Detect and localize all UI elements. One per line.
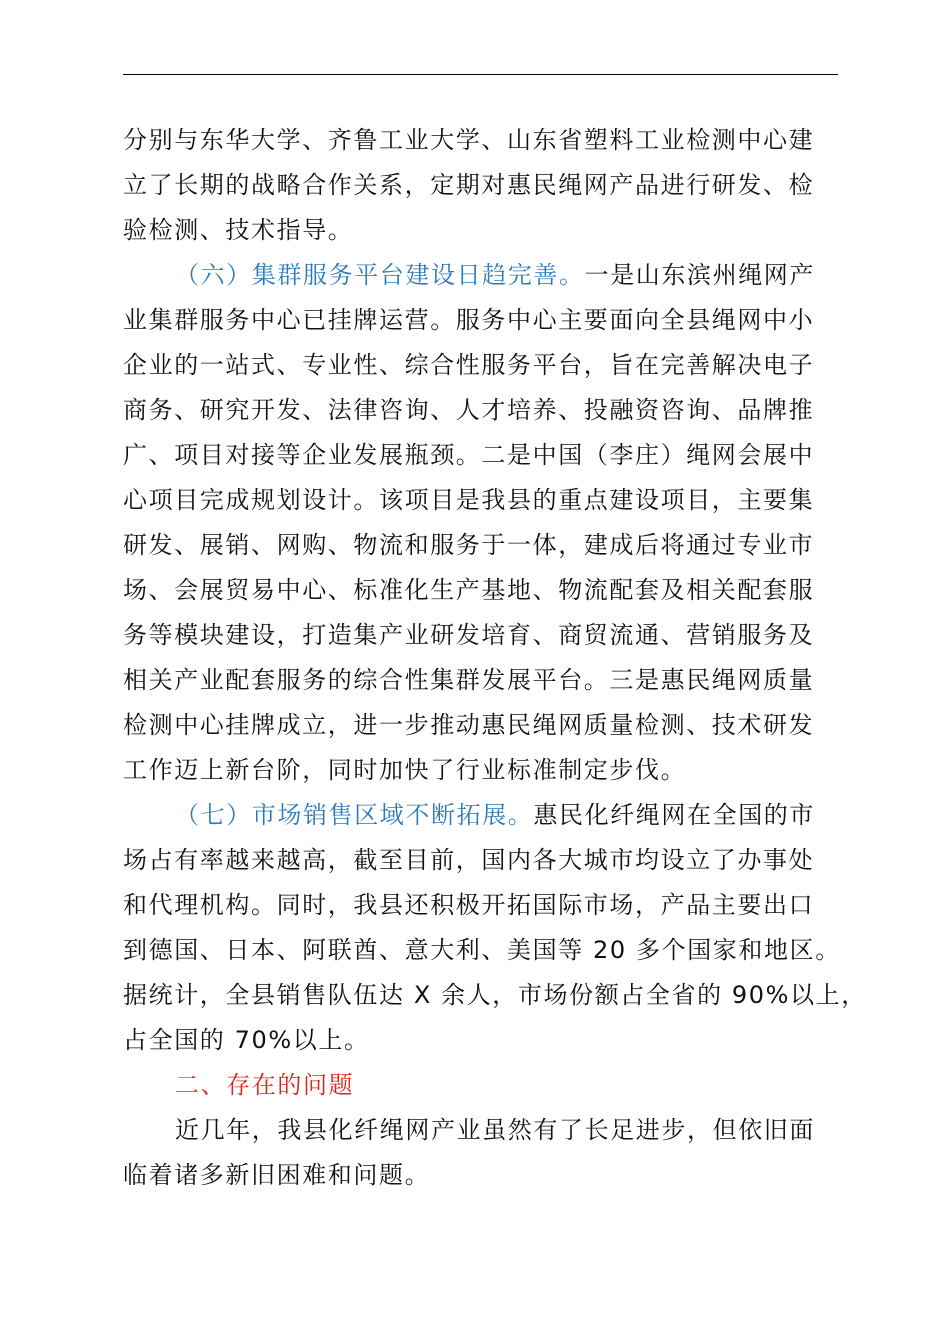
text-line: 据统计，全县销售队伍达 X 余人，市场份额占全省的 90%以上， [123, 981, 867, 1009]
paragraph-problems-intro [123, 1108, 838, 1198]
paragraph-service-platform [123, 253, 838, 793]
text-line: 相关产业配套服务的综合性集群发展平台。三是惠民绳网质量 [123, 666, 815, 694]
text-line: 占全国的 70%以上。 [123, 1026, 370, 1054]
paragraph-cooperation [123, 118, 838, 253]
text-line: 商务、研究开发、法律咨询、人才培养、投融资咨询、品牌推 [123, 396, 815, 424]
text-line: 到德国、日本、阿联酋、意大利、美国等 20 多个国家和地区。 [123, 936, 841, 964]
text-line: 工作迈上新台阶，同时加快了行业标准制定步伐。 [123, 756, 687, 784]
text-line: 研发、展销、网购、物流和服务于一体，建成后将通过专业市 [123, 531, 815, 559]
header-rule [123, 74, 838, 75]
section-heading-problems: 二、存在的问题 [175, 1071, 355, 1099]
text-line: 分别与东华大学、齐鲁工业大学、山东省塑料工业检测中心建 [123, 126, 815, 154]
text-line: 业集群服务中心已挂牌运营。服务中心主要面向全县绳网中小 [123, 306, 815, 334]
text-line: 企业的一站式、专业性、综合性服务平台，旨在完善解决电子 [123, 351, 815, 379]
text-line: 广、项目对接等企业发展瓶颈。二是中国（李庄）绳网会展中 [123, 441, 815, 469]
text-line: 临着诸多新旧困难和问题。 [123, 1161, 431, 1189]
section-heading-service-platform: （六）集群服务平台建设日趋完善。 [175, 261, 585, 289]
text-line: 场占有率越来越高，截至目前，国内各大城市均设立了办事处 [123, 846, 815, 874]
text-line: 立了长期的战略合作关系，定期对惠民绳网产品进行研发、检 [123, 171, 815, 199]
text-line: 场、会展贸易中心、标准化生产基地、物流配套及相关配套服 [123, 576, 815, 604]
text-line: 检测中心挂牌成立，进一步推动惠民绳网质量检测、技术研发 [123, 711, 815, 739]
text-fragment: 惠民化纤绳网在全国的市 [533, 801, 816, 829]
text-fragment: 一是山东滨州绳网产 [584, 261, 816, 289]
text-line [123, 253, 838, 298]
document-body [123, 118, 867, 1198]
paragraph-market-expansion [123, 793, 867, 1063]
section-heading-market: （七）市场销售区域不断拓展。 [175, 801, 534, 829]
text-line: 和代理机构。同时，我县还积极开拓国际市场，产品主要出口 [123, 891, 815, 919]
text-line: 心项目完成规划设计。该项目是我县的重点建设项目，主要集 [123, 486, 815, 514]
text-line: 务等模块建设，打造集产业研发培育、商贸流通、营销服务及 [123, 621, 815, 649]
text-line: 近几年，我县化纤绳网产业虽然有了长足进步，但依旧面 [175, 1116, 815, 1144]
text-line: 验检测、技术指导。 [123, 216, 354, 244]
section-problems [123, 1063, 838, 1108]
text-line [123, 793, 838, 838]
